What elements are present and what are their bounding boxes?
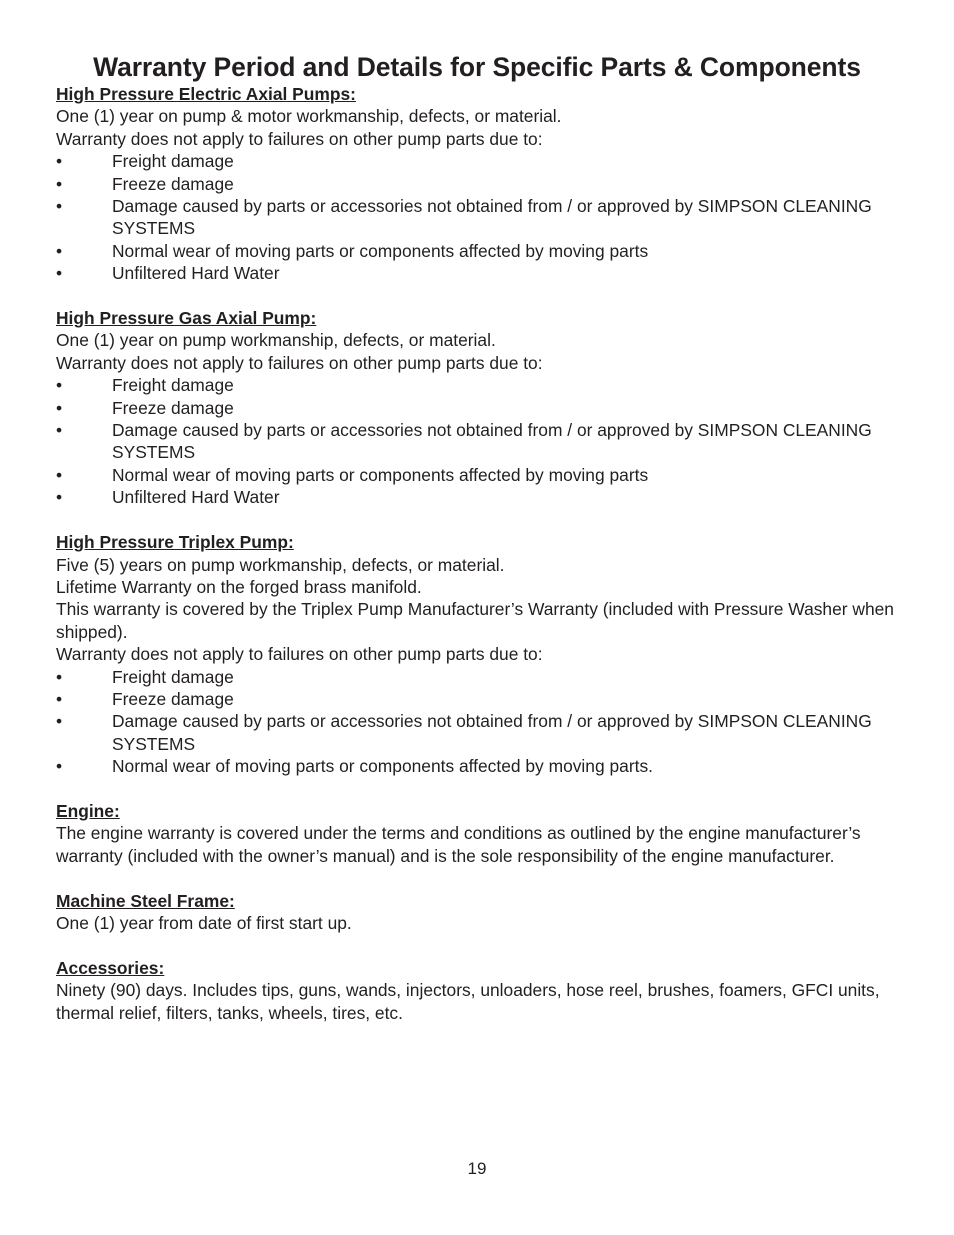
bullet-text: Damage caused by parts or accessories not obtained from / or approved by SIMPSON CLEANING SYSTEMS [112, 711, 872, 754]
bullet-text: Freeze damage [112, 397, 234, 418]
page-title: Warranty Period and Details for Specific Parts & Components [93, 52, 861, 82]
section-heading: High Pressure Electric Axial Pumps: [56, 84, 356, 104]
bullet-text: Damage caused by parts or accessories not obtained from / or approved by SIMPSON CLEANING SYSTEMS [112, 420, 872, 463]
section-heading: Engine: [56, 800, 120, 821]
section-heading: Machine Steel Frame: [56, 890, 235, 911]
bullet-item [56, 262, 898, 284]
bullet-item [56, 710, 898, 755]
bullet-icon: • [56, 464, 63, 485]
section-heading: High Pressure Triplex Pump: [56, 532, 294, 553]
bullet-icon: • [56, 756, 63, 777]
bullet-icon: • [56, 711, 63, 732]
bullet-item [56, 464, 898, 486]
bullet-text: Normal wear of moving parts or components affected by moving parts [112, 240, 649, 261]
section-paragraph: Five (5) years on pump workmanship, defects, or material. [56, 554, 505, 575]
bullet-icon: • [56, 487, 63, 508]
bullet-item [56, 397, 898, 419]
bullet-list [56, 666, 898, 778]
bullet-item [56, 666, 898, 688]
bullet-item [56, 755, 898, 777]
bullet-item [56, 688, 898, 710]
bullet-item [56, 486, 898, 508]
section-paragraph: Warranty does not apply to failures on other pump parts due to: [56, 128, 543, 149]
bullet-icon: • [56, 420, 63, 441]
section-paragraph: Lifetime Warranty on the forged brass manifold. [56, 576, 422, 597]
section-paragraph: Ninety (90) days. Includes tips, guns, wands, injectors, unloaders, hose reel, brushes, foamers, GFCI units, thermal relief, filters, tanks, wheels, tires, etc. [56, 980, 880, 1023]
warranty-content [56, 83, 898, 1046]
bullet-text: Freight damage [112, 151, 234, 172]
bullet-item [56, 150, 898, 172]
section-paragraph: This warranty is covered by the Triplex Pump Manufacturer’s Warranty (included with Pressure Washer when shipped). [56, 599, 894, 642]
page-number: 19 [467, 1159, 487, 1178]
bullet-item [56, 195, 898, 240]
bullet-icon: • [56, 173, 63, 194]
bullet-text: Normal wear of moving parts or components affected by moving parts [112, 464, 649, 485]
section-heading: High Pressure Gas Axial Pump: [56, 308, 317, 329]
bullet-text: Freeze damage [112, 688, 234, 709]
warranty-section [56, 307, 898, 509]
section-paragraph: The engine warranty is covered under the terms and conditions as outlined by the engine manufacturer’s warranty (included with the owner’s manual) and is the sole responsibility of the engine manufacturer. [56, 823, 861, 866]
bullet-item [56, 419, 898, 464]
bullet-icon: • [56, 397, 63, 418]
warranty-section [56, 531, 898, 777]
bullet-text: Normal wear of moving parts or components affected by moving parts. [112, 756, 653, 777]
bullet-icon: • [56, 151, 63, 172]
bullet-list [56, 150, 898, 284]
section-paragraph: One (1) year from date of first start up. [56, 912, 352, 933]
section-paragraph: Warranty does not apply to failures on other pump parts due to: [56, 644, 543, 665]
bullet-icon: • [56, 666, 63, 687]
bullet-text: Unfiltered Hard Water [112, 487, 280, 508]
bullet-icon: • [56, 263, 63, 284]
section-heading: Accessories: [56, 957, 165, 978]
section-paragraph: Warranty does not apply to failures on other pump parts due to: [56, 352, 543, 373]
bullet-icon: • [56, 240, 63, 261]
bullet-text: Freight damage [112, 375, 234, 396]
bullet-item [56, 240, 898, 262]
warranty-section [56, 890, 898, 935]
bullet-list [56, 374, 898, 508]
warranty-section [56, 957, 898, 1024]
warranty-section [56, 83, 898, 285]
section-paragraph: One (1) year on pump workmanship, defects, or material. [56, 330, 496, 351]
bullet-icon: • [56, 375, 63, 396]
section-paragraph: One (1) year on pump & motor workmanship, defects, or material. [56, 106, 562, 127]
bullet-item [56, 173, 898, 195]
bullet-text: Freight damage [112, 666, 234, 687]
bullet-text: Damage caused by parts or accessories not obtained from / or approved by SIMPSON CLEANING SYSTEMS [112, 196, 872, 239]
bullet-text: Unfiltered Hard Water [112, 263, 280, 284]
bullet-icon: • [56, 688, 63, 709]
bullet-item [56, 374, 898, 396]
bullet-text: Freeze damage [112, 173, 234, 194]
warranty-section [56, 800, 898, 867]
bullet-icon: • [56, 196, 63, 217]
